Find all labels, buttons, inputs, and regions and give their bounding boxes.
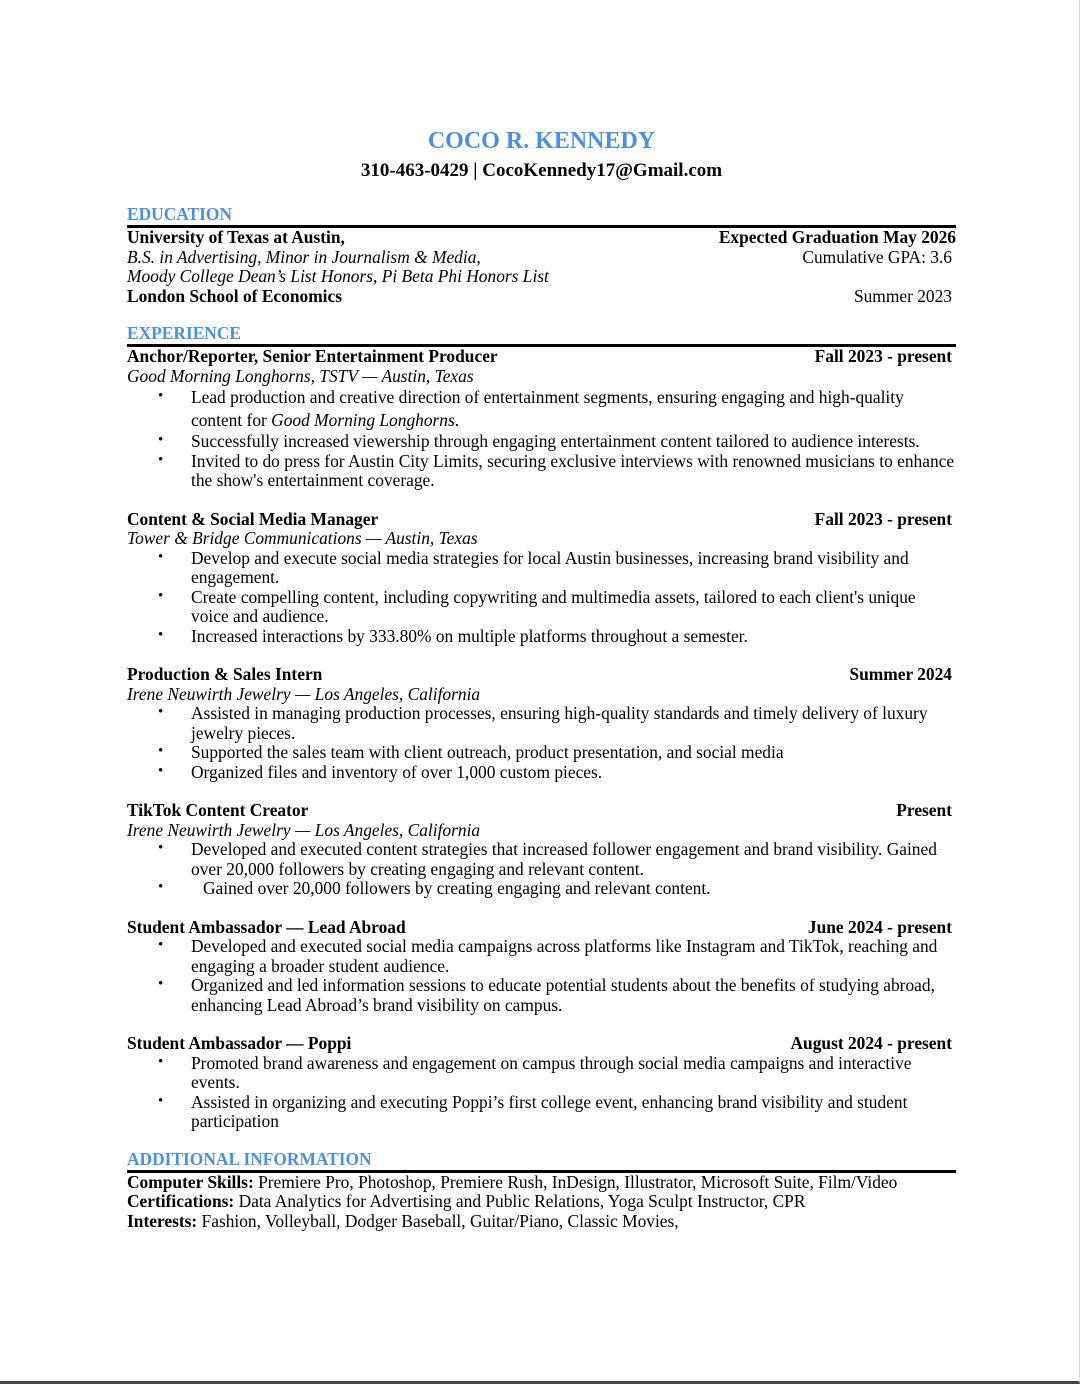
bullet-dot-icon: • [158,743,164,759]
job-bullet: • Successfully increased viewership through engaging entertainment content tailored to audience interests. [158,431,920,451]
bullet-dot-icon: • [158,976,164,992]
school-lse: London School of Economics [127,285,343,306]
job-date: August 2024 - present [790,1033,952,1053]
job-bullet: • Create compelling content, including copywriting and multimedia assets, tailored to each client's unique voice and audience. [158,586,916,626]
job-bullet: • Gained over 20,000 followers by creating engaging and relevant content. [158,878,711,898]
bullet-dot-icon: • [158,388,164,404]
job-bullet: • Lead production and creative direction of entertainment segments, ensuring engaging and high-quality content for Good Morning Longhorns. [158,387,904,430]
job-role: Student Ambassador — Lead Abroad [127,916,406,937]
job-org: Tower & Bridge Communications — Austin, Texas [127,528,478,548]
school-ut: University of Texas at Austin, [127,227,345,247]
job-entry [127,347,956,491]
school-lse-date: Summer 2023 [853,285,952,306]
bullet-dot-icon: • [158,432,164,448]
computer-skills: Computer Skills: Premiere Pro, Photoshop, Premiere Rush, InDesign, Illustrator, Microsoft Suite, Film/Video [127,1171,898,1192]
experience-heading: EXPERIENCE [127,324,956,347]
job-bullet: • Develop and execute social media strategies for local Austin businesses, increasing brand visibility and engagement. [158,547,909,587]
job-entry [127,801,956,899]
honors: Moody College Dean’s List Honors, Pi Beta Phi Honors List [127,266,549,286]
job-bullet: • Developed and executed content strategies that increased follower engagement and brand visibility. Gained over 20,000 followers by creating engaging and relevant content. [158,839,937,879]
job-bullet: • Invited to do press for Austin City Limits, securing exclusive interviews with renowned musicians to enhance the show's entertainment coverage. [158,450,955,490]
job-bullet: • Assisted in organizing and executing Poppi’s first college event, enhancing brand visibility and student participation [158,1091,908,1131]
job-bullet: • Organized and led information sessions to educate potential students about the benefits of studying abroad, enhancing Lead Abroad’s brand visibility on campus. [158,975,935,1015]
job-bullet: • Promoted brand awareness and engagement on campus through social media campaigns and interactive events. [158,1052,912,1092]
bullet-dot-icon: • [158,879,164,895]
resume-content [127,126,956,1231]
job-org: Irene Neuwirth Jewelry — Los Angeles, California [127,819,481,840]
job-role: Content & Social Media Manager [127,508,379,529]
bullet-dot-icon: • [158,1053,164,1070]
education-heading: EDUCATION [127,205,956,228]
gpa: Cumulative GPA: 3.6 [802,246,952,267]
education-row-ut [127,228,956,248]
job-entry [127,665,956,782]
school-ut-date: Expected Graduation May 2026 [718,227,956,247]
education-row-degree [127,248,956,268]
bullet-dot-icon: • [158,548,164,565]
bullet-dot-icon: • [158,1092,164,1109]
job-entry [127,1034,956,1132]
bullet-dot-icon: • [158,937,164,953]
bullet-dot-icon: • [158,626,164,643]
bullet-dot-icon: • [158,840,164,856]
bullet-dot-icon: • [158,704,164,720]
job-role: Student Ambassador — Poppi [127,1033,352,1053]
contact-line: 310-463-0429 | CocoKennedy17@Gmail.com [360,160,723,181]
job-role: TikTok Content Creator [127,800,309,820]
job-bullet: • Assisted in managing production processes, ensuring high-quality standards and timely delivery of luxury jewelry pieces. [158,703,928,743]
degree: B.S. in Advertising, Minor in Journalism & Media, [127,246,481,267]
job-entry [127,918,956,1016]
job-org: Irene Neuwirth Jewelry — Los Angeles, California [127,683,481,704]
job-bullet: • Supported the sales team with client outreach, product presentation, and social media [158,742,784,762]
bullet-dot-icon: • [158,762,164,779]
certifications: Certifications: Data Analytics for Advertising and Public Relations, Yoga Sculpt Instructor, CPR [127,1191,806,1211]
bullet-dot-icon: • [158,451,164,468]
job-entry [127,510,956,647]
additional-heading: ADDITIONAL INFORMATION [127,1150,956,1173]
job-role: Anchor/Reporter, Senior Entertainment Producer [127,346,498,366]
job-date: Present [896,800,952,820]
job-bullet: • Increased interactions by 333.80% on multiple platforms throughout a semester. [158,625,748,646]
interests: Interests: Fashion, Volleyball, Dodger Baseball, Guitar/Piano, Classic Movies, [127,1210,679,1231]
candidate-name: COCO R. KENNEDY [427,128,656,154]
job-date: Summer 2024 [849,664,952,684]
job-date: Fall 2023 - present [814,508,952,529]
education-row-lse [127,287,956,307]
job-role: Production & Sales Intern [127,664,323,684]
job-org: Good Morning Longhorns, TSTV — Austin, Texas [127,365,474,386]
job-bullet: • Developed and executed social media campaigns across platforms like Instagram and TikTok, reaching and engaging a broader student audience. [158,936,938,976]
job-bullet: • Organized files and inventory of over 1,000 custom pieces. [158,761,603,782]
bullet-dot-icon: • [158,587,164,604]
job-date: Fall 2023 - present [814,346,952,366]
job-date: June 2024 - present [807,916,952,937]
